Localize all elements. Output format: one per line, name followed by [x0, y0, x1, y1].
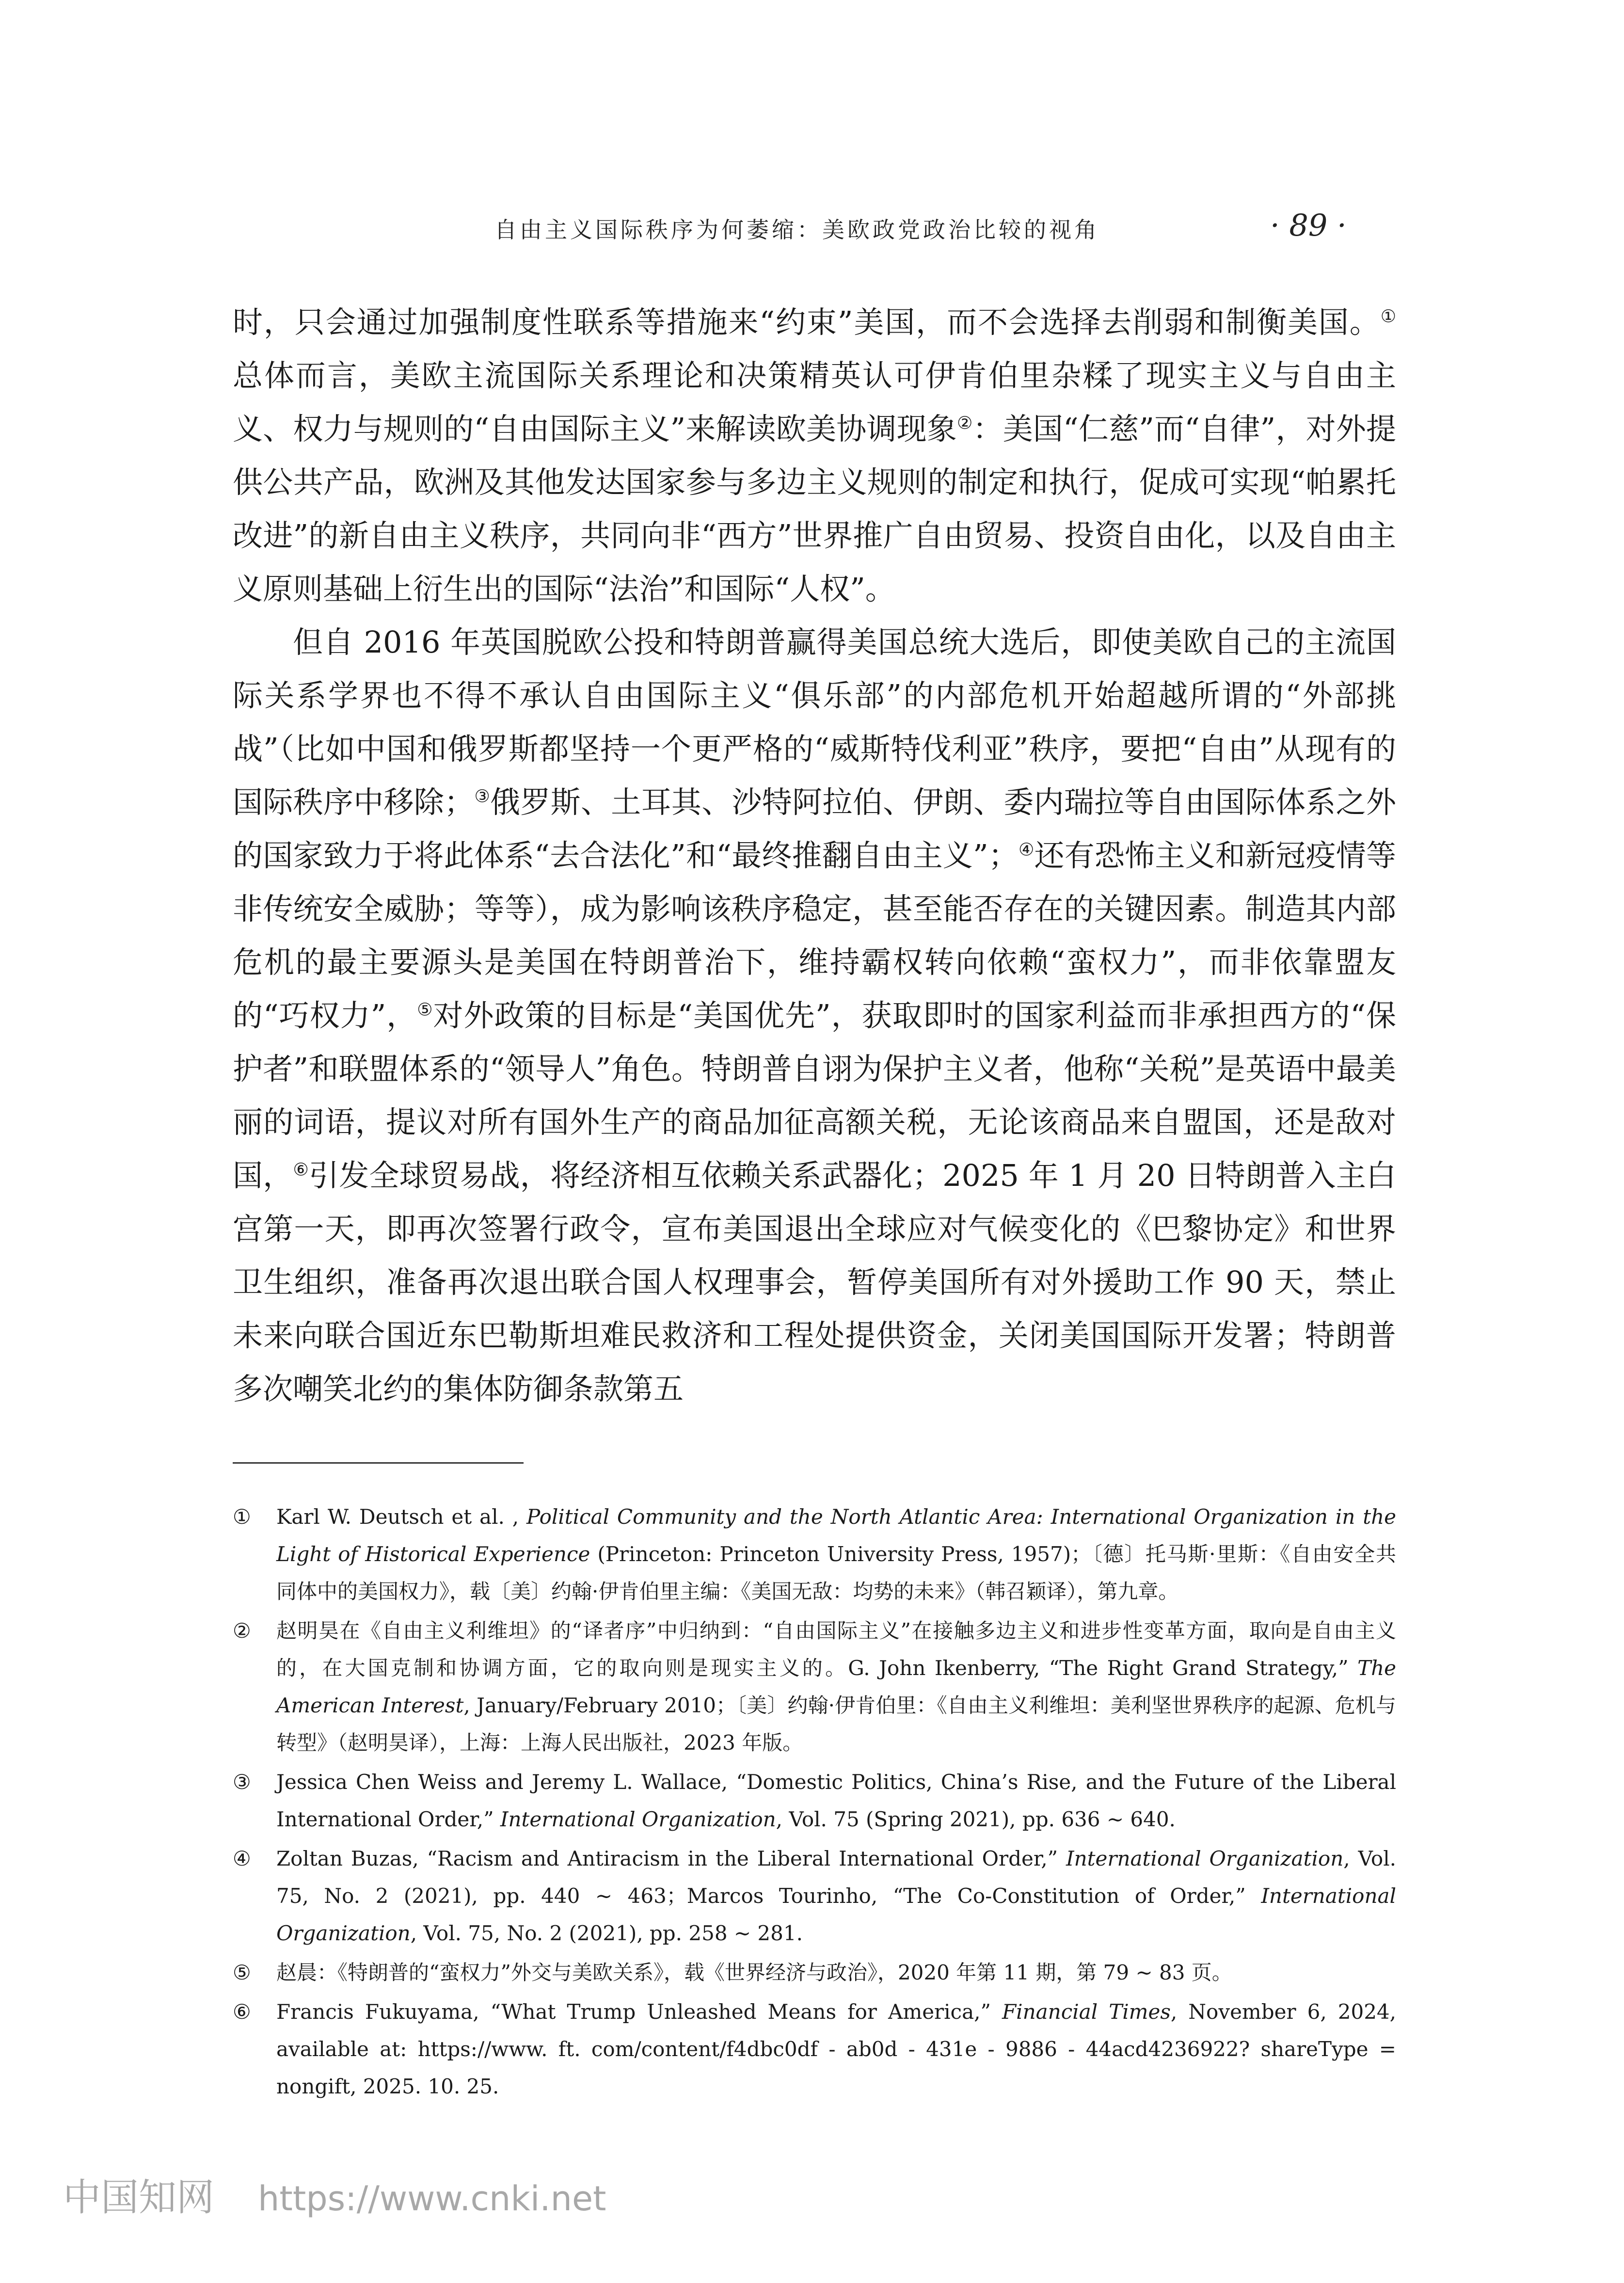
footnote-title: International Organization	[500, 1807, 776, 1831]
footnote-text: Francis Fukuyama, “What Trump Unleashed Means for America,”	[276, 2000, 1003, 2024]
footnote-ref-3[interactable]: ③	[474, 786, 491, 807]
watermark-url: https://www.cnki.net	[258, 2179, 606, 2219]
footnote-5	[233, 1954, 1396, 1991]
footnote-text: , November 6, 2024, available at: https://www. ft. com/content/f4dbc0df - ab0d - 431e - 9886 - 44acd4236922? shareType = nongift, 2025. 10. 25.	[276, 2000, 1396, 2098]
footnote-marker: ④	[233, 1847, 251, 1870]
footnote-ref-4[interactable]: ④	[1018, 840, 1035, 860]
footnote-text: Jessica Chen Weiss and Jeremy L. Wallace, “Domestic Politics, China’s Rise, and the Future of the Liberal International Order,”	[276, 1770, 1396, 1831]
footnote-text: 赵晨：《特朗普的“蛮权力”外交与美欧关系》，载《世界经济与政治》，2020 年第 11 期，第 79 ~ 83 页。	[276, 1961, 1232, 1984]
footnote-ref-5[interactable]: ⑤	[417, 1000, 433, 1020]
footnote-title: International Organization	[1066, 1847, 1344, 1870]
footnote-marker: ⑤	[233, 1961, 251, 1984]
footnote-text: 赵明昊在《自由主义利维坦》的“译者序”中归纳到：“自由国际主义”在接触多边主义和进步性变革方面，取向是自由主义的，在大国克制和协调方面，它的取向则是现实主义的。G. John Ikenberry, “The Right Grand Strategy,”	[276, 1619, 1396, 1680]
cnki-watermark	[63, 2167, 606, 2221]
text-run: 对外政策的目标是“美国优先”，获取即时的国家利益而非承担西方的“保护者”和联盟体系的“领导人”角色。特朗普自诩为保护主义者，他称“关税”是英语中最美丽的词语，提议对所有国外生产的商品加征高额关税，无论该商品来自盟国，还是敌对国，	[233, 998, 1396, 1193]
footnote-marker: ①	[233, 1505, 251, 1529]
footnote-separator	[233, 1462, 524, 1464]
text-run: 引发全球贸易战，将经济相互依赖关系武器化；2025 年 1 月 20 日特朗普入主白宫第一天，即再次签署行政令，宣布美国退出全球应对气候变化的《巴黎协定》和世界卫生组织，准备再次退出联合国人权理事会，暂停美国所有对外援助工作 90 天，禁止未来向联合国近东巴勒斯坦难民救济和工程处提供资金，关闭美国国际开发署；特朗普多次嘲笑北约的集体防御条款第五	[233, 1158, 1396, 1406]
watermark-brand: 中国知网	[63, 2176, 215, 2219]
page-number: · 89 ·	[1270, 208, 1347, 243]
text-run: ：美国“仁慈”而“自律”，对外提供公共产品，欧洲及其他发达国家参与多边主义规则的制定和执行，促成可实现“帕累托改进”的新自由主义秩序，共同向非“西方”世界推广自由贸易、投资自由化，以及自由主义原则基础上衍生出的国际“法治”和国际“人权”。	[233, 411, 1396, 607]
footnote-text: (Princeton: Princeton University Press, 1957)；〔德〕托马斯·里斯：《自由安全共同体中的美国权力》，载〔美〕约翰·伊肯伯里主编：《美国无敌：均势的未来》（韩召颖译），第九章。	[276, 1542, 1396, 1603]
footnote-text: , Vol. 75, No. 2 (2021), pp. 258 ~ 281.	[410, 1921, 803, 1945]
footnote-marker: ⑥	[233, 2000, 251, 2024]
footnote-title: Political Community and the North Atlantic Area: International Organization in the Light of Historical Experience	[276, 1505, 1396, 1566]
text-run: 但自 2016 年英国脱欧公投和特朗普赢得美国总统大选后，即使美欧自己的主流国际关系学界也不得不承认自由国际主义“俱乐部”的内部危机开始超越所谓的“外部挑战”（比如中国和俄罗斯都坚持一个更严格的“威斯特伐利亚”秩序，要把“自由”从现有的国际秩序中移除；	[233, 624, 1396, 820]
footnotes	[233, 1498, 1396, 2107]
footnote-2	[233, 1612, 1396, 1761]
text-run: 俄罗斯、土耳其、沙特阿拉伯、伊朗、委内瑞拉等自由国际体系之外的国家致力于将此体系“去合法化”和“最终推翻自由主义”；	[233, 784, 1396, 873]
footnote-ref-1[interactable]: ①	[1380, 306, 1396, 327]
footnote-text: , Vol. 75 (Spring 2021), pp. 636 ~ 640.	[776, 1807, 1176, 1831]
footnote-3	[233, 1763, 1396, 1838]
footnote-title: Financial Times	[1002, 2000, 1171, 2024]
paragraph-1	[233, 296, 1396, 616]
text-run: 还有恐怖主义和新冠疫情等非传统安全威胁；等等），成为影响该秩序稳定，甚至能否存在的关键因素。制造其内部危机的最主要源头是美国在特朗普治下，维持霸权转向依赖“蛮权力”，而非依靠盟友的“巧权力”，	[233, 838, 1396, 1033]
footnote-ref-6[interactable]: ⑥	[293, 1160, 309, 1180]
footnote-title: The American Interest	[276, 1656, 1396, 1717]
text-run: 总体而言，美欧主流国际关系理论和决策精英认可伊肯伯里杂糅了现实主义与自由主义、权力与规则的“自由国际主义”来解读欧美协调现象	[233, 358, 1396, 447]
footnote-text: Zoltan Buzas, “Racism and Antiracism in the Liberal International Order,”	[276, 1847, 1066, 1870]
footnote-text: , Vol. 75, No. 2 (2021), pp. 440 ~ 463；Marcos Tourinho, “The Co-Constitution of Order,”	[276, 1847, 1396, 1908]
paragraph-2	[233, 616, 1396, 1416]
running-head: 自由主义国际秩序为何萎缩：美欧政党政治比较的视角	[494, 217, 1099, 243]
footnote-title: International Organization	[276, 1884, 1396, 1945]
footnote-1	[233, 1498, 1396, 1610]
footnote-marker: ③	[233, 1770, 251, 1794]
footnote-text: , January/February 2010；〔美〕约翰·伊肯伯里：《自由主义利维坦：美利坚世界秩序的起源、危机与转型》（赵明昊译），上海：上海人民出版社，2023 年版。	[276, 1693, 1396, 1755]
footnote-ref-2[interactable]: ②	[956, 413, 973, 433]
footnote-text: Karl W. Deutsch et al. ,	[276, 1505, 527, 1529]
footnote-6	[233, 1993, 1396, 2105]
footnote-marker: ②	[233, 1619, 251, 1643]
footnote-4	[233, 1840, 1396, 1952]
text-run: 时，只会通过加强制度性联系等措施来“约束”美国，而不会选择去削弱和制衡美国。	[233, 304, 1381, 340]
body-text	[233, 296, 1396, 1416]
